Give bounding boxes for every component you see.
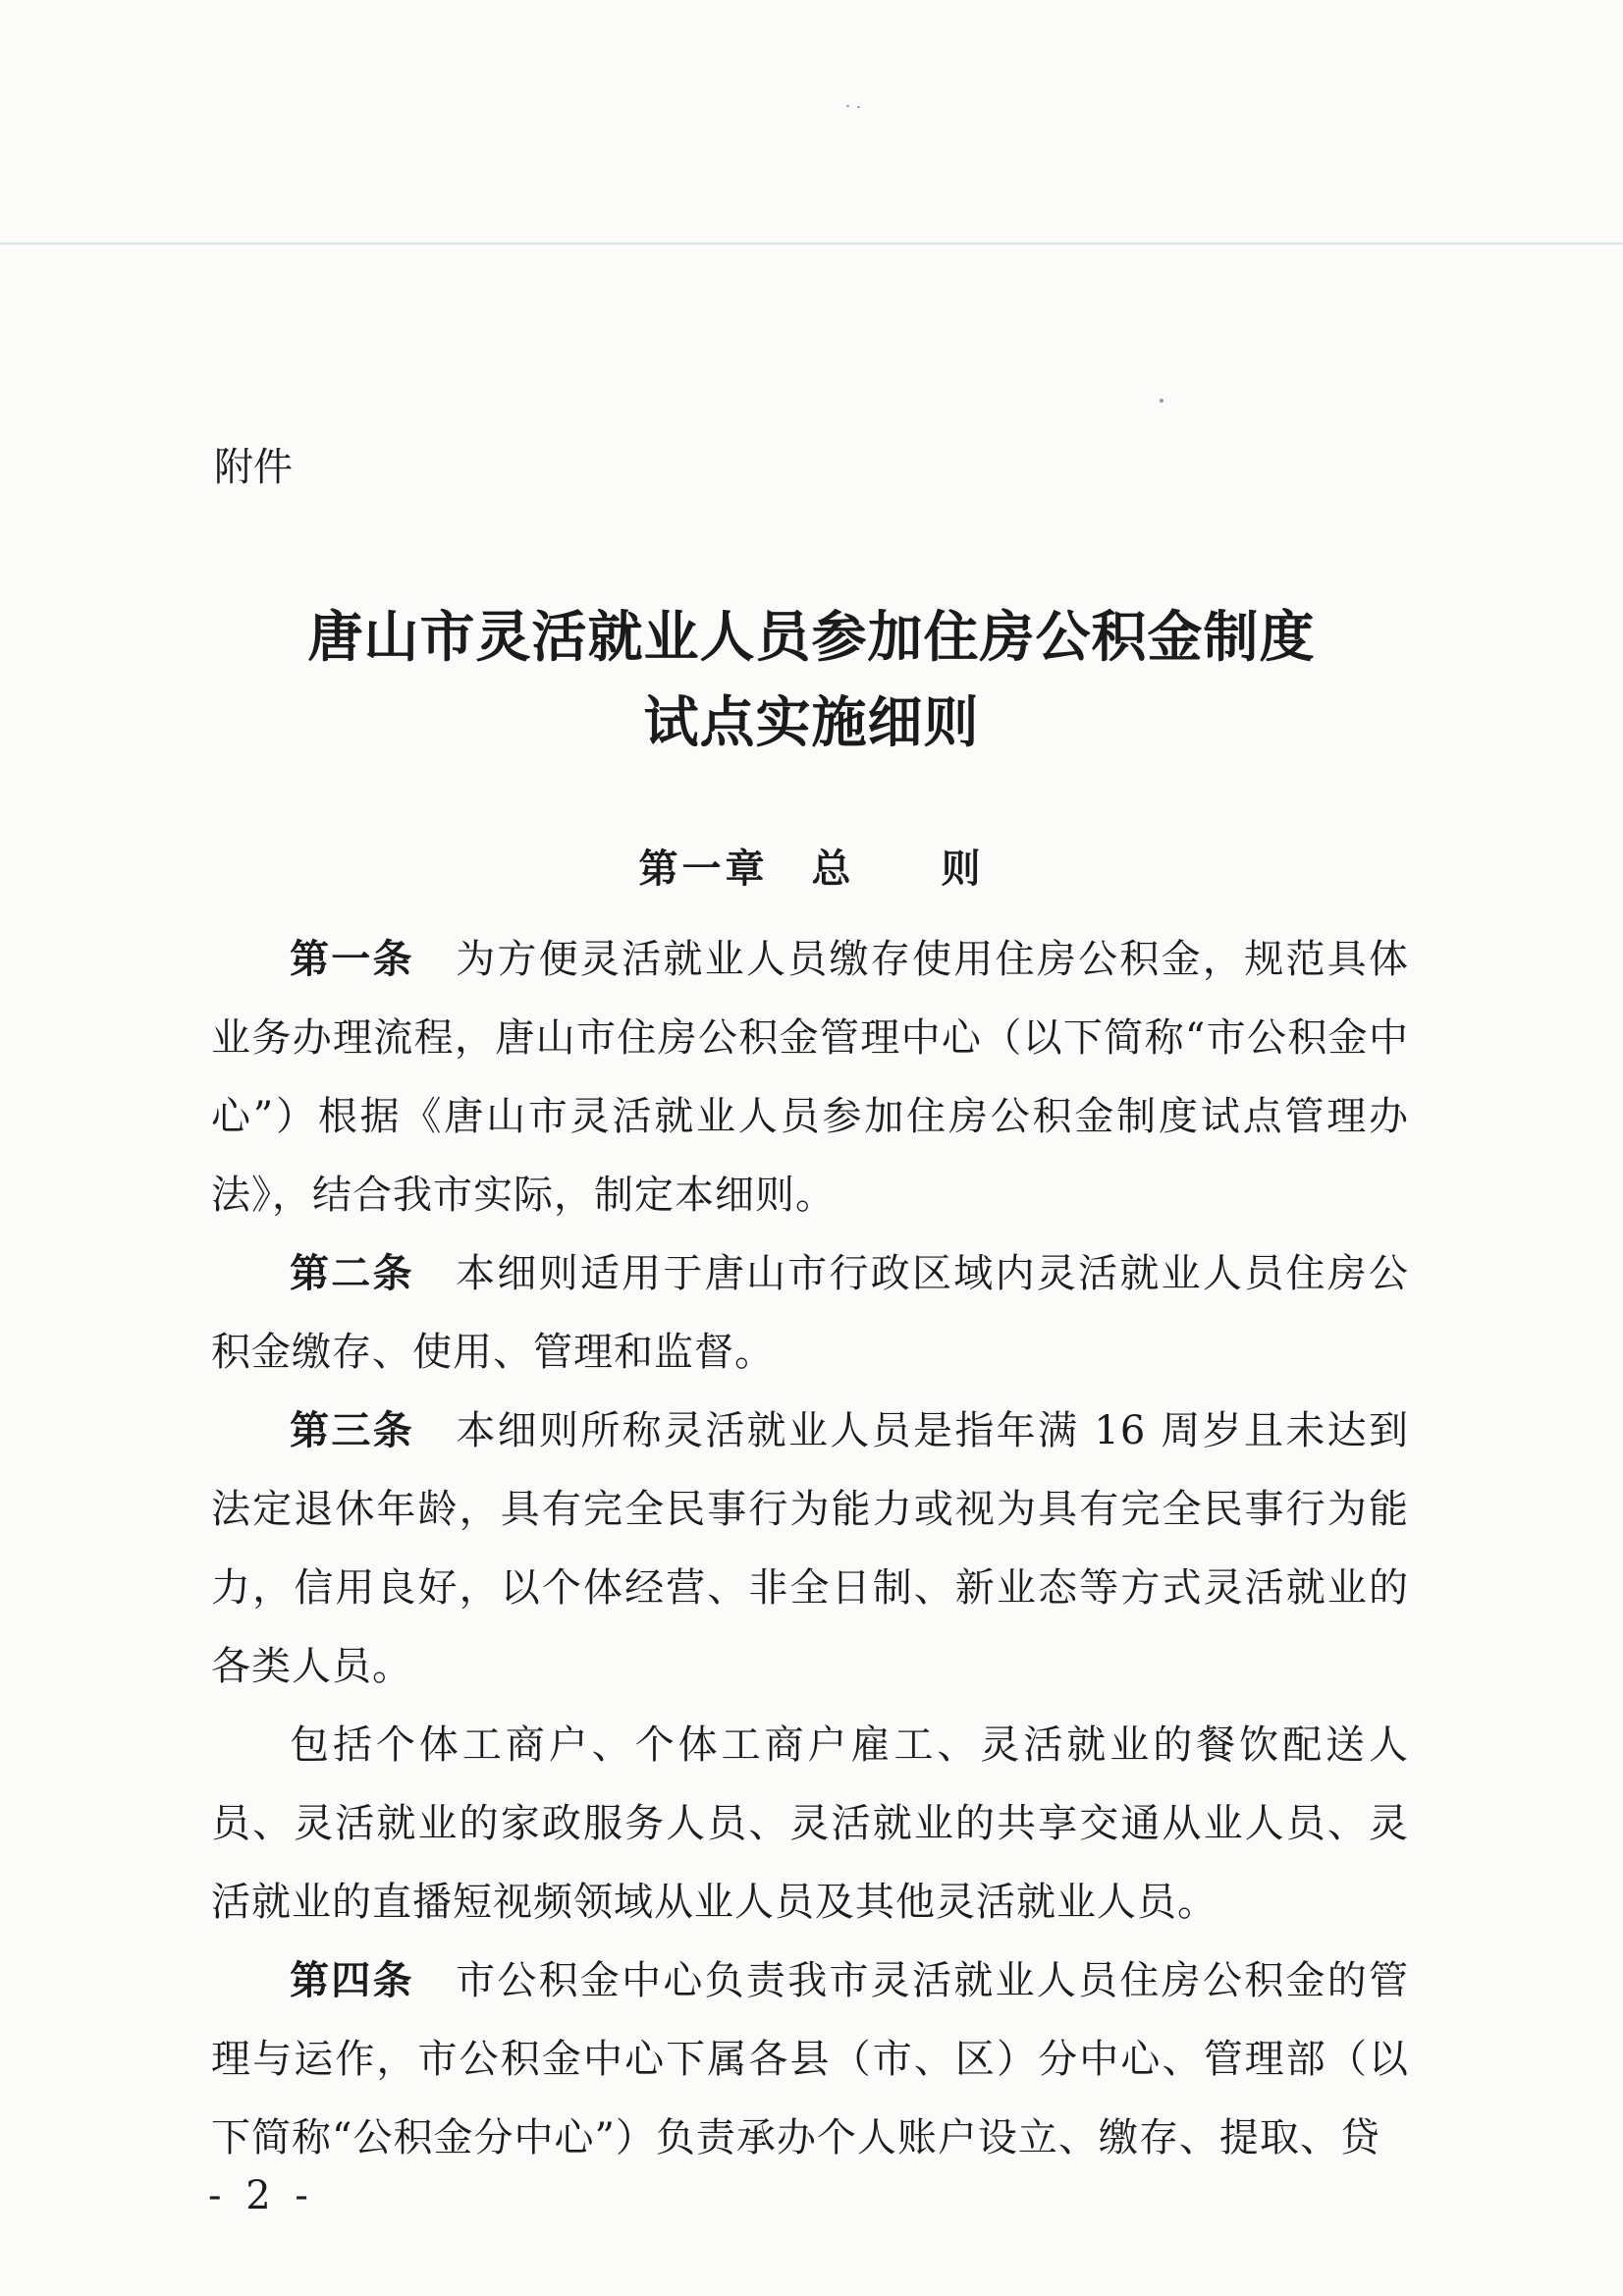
scan-speck <box>846 105 849 107</box>
article-1-lead: 第一条 <box>290 937 414 982</box>
article-2-text: 本细则适用于唐山市行政区域内灵活就业人员住房公积金缴存、使用、管理和监督。 <box>211 1251 1410 1375</box>
document-title-line-2: 试点实施细则 <box>643 690 980 755</box>
article-2-lead: 第二条 <box>290 1251 414 1296</box>
page-number: - 2 - <box>208 2173 314 2218</box>
article-4 <box>211 1941 1409 2177</box>
inclusion-paragraph: 包括个体工商户、个体工商户雇工、灵活就业的餐饮配送人员、灵活就业的家政服务人员、灵活就业的共享交通从业人员、灵活就业的直播短视频领域从业人员及其他灵活就业人员。 <box>211 1722 1409 1925</box>
article-2 <box>211 1234 1409 1392</box>
chapter-heading: 第一章 总 则 <box>638 847 985 892</box>
article-4-lead: 第四条 <box>290 1958 414 2003</box>
scan-edge-line <box>0 243 1623 245</box>
article-3-text: 本细则所称灵活就业人员是指年满 16 周岁且未达到法定退休年龄，具有完全民事行为能力或视为具有完全民事行为能力，信用良好，以个体经营、非全日制、新业态等方式灵活就业的各类人员。 <box>211 1408 1410 1689</box>
article-3 <box>211 1392 1409 1706</box>
document-title <box>0 595 1623 766</box>
scan-speck <box>1160 399 1163 403</box>
attachment-label: 附件 <box>214 445 293 490</box>
article-1 <box>211 920 1409 1234</box>
scan-speck <box>857 106 860 108</box>
document-body <box>211 920 1409 2177</box>
article-3-lead: 第三条 <box>290 1408 415 1453</box>
article-1-text: 为方便灵活就业人员缴存使用住房公积金，规范具体业务办理流程，唐山市住房公积金管理中心（以下简称“市公积金中心”）根据《唐山市灵活就业人员参加住房公积金制度试点管理办法》，结合我市实际，制定本细则。 <box>211 937 1410 1218</box>
article-4-text: 市公积金中心负责我市灵活就业人员住房公积金的管理与运作，市公积金中心下属各县（市、区）分中心、管理部（以下简称“公积金分中心”）负责承办个人账户设立、缴存、提取、贷 <box>211 1958 1410 2160</box>
document-title-line-1: 唐山市灵活就业人员参加住房公积金制度 <box>307 605 1316 670</box>
